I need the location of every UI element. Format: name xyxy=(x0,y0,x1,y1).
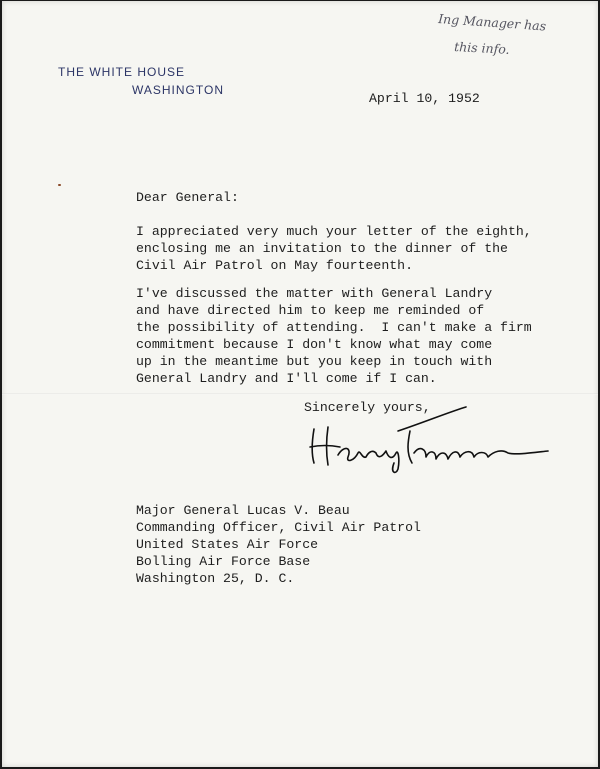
handwritten-note-line-1: Ing Manager has xyxy=(437,11,547,34)
handwritten-note xyxy=(432,3,592,65)
closing: Sincerely yours, xyxy=(304,400,431,415)
letterhead-line-1: THE WHITE HOUSE xyxy=(58,65,186,79)
body-paragraph-2: I've discussed the matter with General Landry and have directed him to keep me reminded of the possibility of attending. I can't make a firm commitment because I don't know what may come up in the meantime but you keep in touch with General Landry and I'll come if I can. xyxy=(136,286,532,386)
recipient-address: Major General Lucas V. Beau Commanding Officer, Civil Air Patrol United States Air Force Bolling Air Force Base Washington 25, D. C. xyxy=(136,503,421,586)
body-paragraph-1: I appreciated very much your letter of the eighth, enclosing me an invitation to the dinner of the Civil Air Patrol on May fourteenth. xyxy=(136,224,532,273)
paper-mark xyxy=(58,184,61,186)
letter-date: April 10, 1952 xyxy=(369,91,480,106)
letterhead-line-2: WASHINGTON xyxy=(132,83,225,97)
salutation: Dear General: xyxy=(136,190,239,205)
paper-fold xyxy=(2,393,598,395)
signature xyxy=(302,401,562,476)
letter-page xyxy=(2,1,598,767)
handwritten-note-line-2: this info. xyxy=(453,39,510,57)
